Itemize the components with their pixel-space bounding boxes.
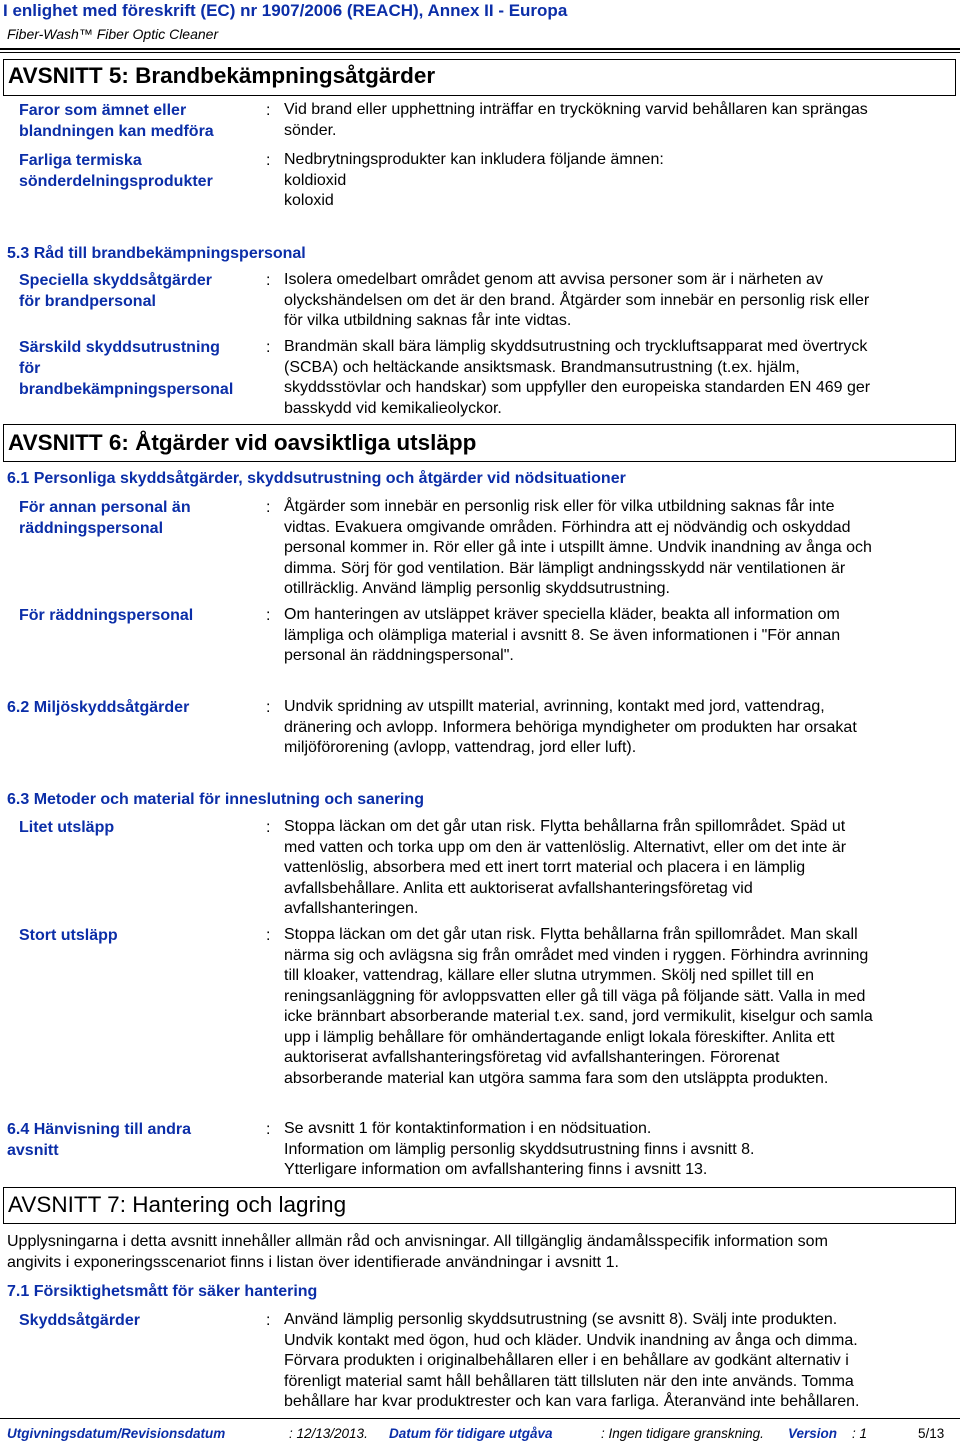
- small-spill-label: Litet utsläpp: [19, 819, 115, 836]
- emergency-responders-value: Om hanteringen av utsläppet kräver speciella kläder, beakta all information om lämpliga och olämpliga material i avsnitt 8. Se även informationen i "För annan personal än räddningspersonal".: [284, 606, 841, 664]
- subsection-7-1: 7.1 Försiktighetsmått för säker hantering: [7, 1283, 318, 1300]
- emergency-responders-label: För räddningspersonal: [19, 607, 194, 624]
- issue-date-value: : 12/13/2013.: [289, 1426, 368, 1441]
- colon: :: [266, 339, 271, 356]
- version-value: : 1: [852, 1426, 868, 1441]
- colon: :: [266, 272, 271, 289]
- special-measures-label: Speciella skyddsåtgärder för brandpersonal: [19, 272, 212, 310]
- section5-title: AVSNITT 5: Brandbekämpningsåtgärder: [8, 63, 436, 88]
- subsection-5-3: 5.3 Råd till brandbekämpningspersonal: [7, 245, 306, 262]
- colon: :: [266, 607, 271, 624]
- previous-date-label: Datum för tidigare utgåva: [389, 1426, 553, 1441]
- protective-measures-label: Skyddsåtgärder: [19, 1312, 140, 1329]
- colon: :: [266, 102, 271, 119]
- colon: :: [266, 819, 271, 836]
- non-emergency-value: Åtgärder som innebär en personlig risk eller för vilka utbildning saknas får inte vidtas. Evakuera omgivande områden. Förhindra att ej nödvändig och oskyddad personal kommer in. Rör eller gå inte i utspillt ämne. Undvik inandning av ånga och dimma. Sörj för god ventilation. Bär lämpligt andningsskydd när ventilationen är otillräcklig. Använd lämplig personlig skyddsutrustning.: [284, 498, 872, 597]
- version-label: Version: [788, 1426, 838, 1441]
- colon: :: [266, 499, 271, 516]
- subsection-6-3: 6.3 Metoder och material för inneslutning och sanering: [7, 791, 424, 808]
- protective-measures-value: Använd lämplig personlig skyddsutrustning (se avsnitt 8). Svälj inte produkten. Undvik kontakt med ögon, hud och kläder. Undvik inandning av ånga och dimma. Förvara produkten i originalbehållaren eller i en behållare av godkänt alternativ i förenligt material samt håll behållaren tätt tillsluten när den inte används. Tomma behållare har kvar produktrester och kan vara farliga. Återanvänd inte behållaren.: [284, 1311, 860, 1410]
- colon: :: [266, 1312, 271, 1329]
- thermal-value: Nedbrytningsprodukter kan inkludera följande ämnen: koldioxid koloxid: [284, 151, 664, 209]
- issue-date-label: Utgivningsdatum/Revisionsdatum: [7, 1426, 226, 1441]
- firefighter-equipment-label: Särskild skyddsutrustning för brandbekämpningspersonal: [19, 339, 234, 398]
- large-spill-label: Stort utsläpp: [19, 927, 118, 944]
- page-header: [0, 0, 960, 54]
- small-spill-value: Stoppa läckan om det går utan risk. Flytta behållarna från spillområdet. Späd ut med vatten och torka upp om den är vattenlöslig. Alternativt, eller om det inte är vattenlöslig, absorbera med ett inert torrt material och placera i en lämplig avfallsbehållare. Anlita ett auktoriserat avfallshanteringsföretag vid avfallshanteringen.: [284, 818, 847, 917]
- previous-date-value: : Ingen tidigare granskning.: [601, 1426, 764, 1441]
- colon: :: [266, 699, 271, 716]
- non-emergency-label: För annan personal än räddningspersonal: [19, 499, 191, 537]
- large-spill-value: Stoppa läckan om det går utan risk. Flytta behållarna från spillområdet. Man skall närma sig och avlägsna sig från området med vinden i ryggen. Förhindra avrinning till kloaker, vattendrag, källare eller slutna utrymmen. Skölj ned spillet till en reningsanläggning för avloppsvatten eller gå till väga på följande sätt. Valla in med icke brännbart absorberande material t.ex. sand, jord vermikulit, kiselgur och samla upp i lämplig behållare för omhändertagande enligt lokala föreskifter. Anlita ett auktoriserat avfallshanteringsföretag vid avfallshanteringen. Förorenat absorberande material kan utgöra samma fara som den utsläppta produkten.: [284, 926, 873, 1087]
- footer-divider: [0, 1418, 960, 1419]
- environmental-value: Undvik spridning av utspillt material, avrinning, kontakt med jord, vattendrag, dränering och avlopp. Informera behöriga myndigheter om produkten har orsakat miljöförorening (avlopp, vattendrag, jord eller luft).: [284, 698, 857, 756]
- section7-title: AVSNITT 7: Hantering och lagring: [8, 1192, 347, 1217]
- header-divider: [0, 48, 960, 50]
- reference-label: 6.4 Hänvisning till andra avsnitt: [7, 1121, 192, 1159]
- special-measures-value: Isolera omedelbart området genom att avvisa personer som är i närheten av olyckshändelsen om det är den brand. Åtgärder som innebär en personlig risk eller för vilka utbildning saknas får inte vidtas.: [284, 271, 870, 329]
- section6-title: AVSNITT 6: Åtgärder vid oavsiktliga utsläpp: [8, 430, 477, 455]
- firefighter-equipment-value: Brandmän skall bära lämplig skyddsutrustning och tryckluftsapparat med övertryck (SCBA) och heltäckande ansiktsmask. Brandmansutrustning (t.ex. hjälm, skyddsstövlar och handskar) som uppfyller den europeiska standarden EN 469 ger basskydd vid kemikalieolyckor.: [284, 338, 871, 417]
- hazards-value: Vid brand eller upphettning inträffar en tryckökning varvid behållaren kan sprängas sönder.: [284, 101, 868, 139]
- colon: :: [266, 1121, 271, 1138]
- regulation-title: I enlighet med föreskrift (EC) nr 1907/2006 (REACH), Annex II - Europa: [3, 1, 568, 20]
- environmental-label: 6.2 Miljöskyddsåtgärder: [7, 699, 190, 716]
- subsection-6-1: 6.1 Personliga skyddsåtgärder, skyddsutrustning och åtgärder vid nödsituationer: [7, 470, 626, 487]
- page-number: 5/13: [918, 1426, 945, 1441]
- section7-intro: Upplysningarna i detta avsnitt innehåller allmän råd och anvisningar. All tillgänglig ändamålsspecifik information som angivits i exponeringsscenariot finns i listan över identifierade användningar i avsnitt 1.: [7, 1233, 828, 1271]
- colon: :: [266, 927, 271, 944]
- thermal-label: Farliga termiska sönderdelningsprodukter: [19, 152, 213, 190]
- hazards-label: Faror som ämnet eller blandningen kan medföra: [19, 102, 214, 140]
- product-name: Fiber-Wash™ Fiber Optic Cleaner: [7, 26, 219, 42]
- colon: :: [266, 152, 271, 169]
- reference-value: Se avsnitt 1 för kontaktinformation i en nödsituation. Information om lämplig personlig skyddsutrustning finns i avsnitt 8. Ytterligare information om avfallshantering finns i avsnitt 13.: [284, 1120, 755, 1178]
- header-divider-thin: [0, 52, 960, 53]
